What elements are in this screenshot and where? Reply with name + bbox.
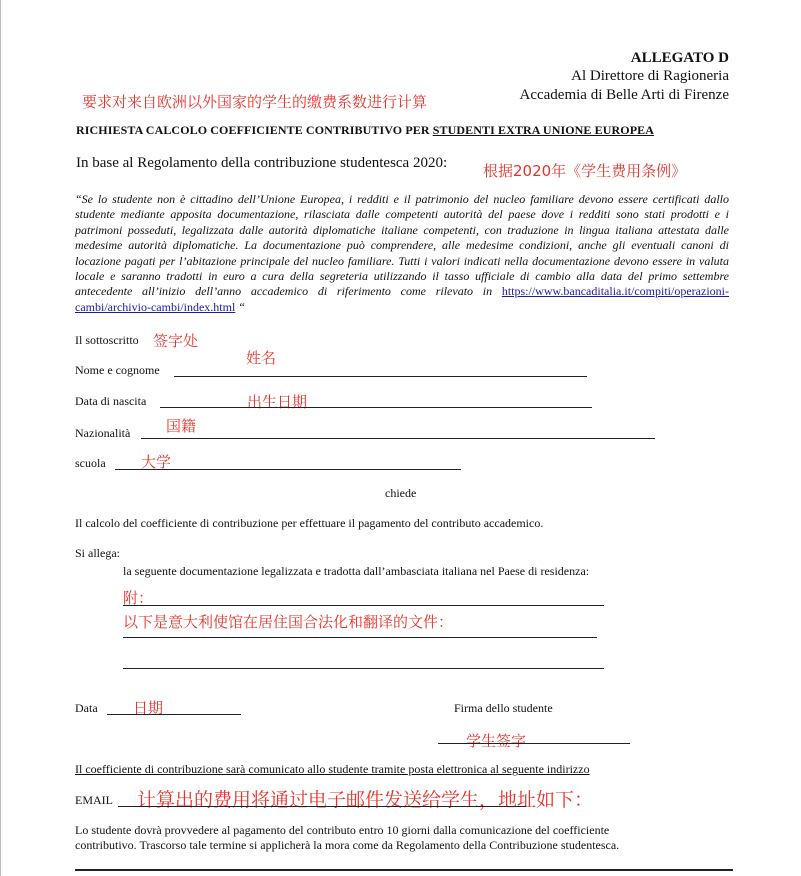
nome-annotation: 姓名 bbox=[246, 349, 277, 367]
nascita-field[interactable] bbox=[160, 407, 592, 408]
recipient-line-1: Al Direttore di Ragioneria bbox=[571, 68, 729, 84]
scuola-field[interactable] bbox=[115, 469, 461, 470]
nazionalita-field[interactable] bbox=[141, 438, 655, 439]
nome-field[interactable] bbox=[174, 376, 587, 377]
quote-end: “ bbox=[235, 299, 245, 314]
email-field[interactable] bbox=[118, 806, 526, 807]
allegati-annotation-1: 附： bbox=[123, 589, 154, 607]
scuola-label: scuola bbox=[75, 456, 106, 470]
nascita-label: Data di nascita bbox=[75, 394, 147, 408]
quote-body: “Se lo studente non è cittadino dell’Unione Europea, i redditi e il patrimonio del nucleo familiare devono essere certificati dallo studente mediante apposita documentazione, rilasciata dalle competenti autorità del paese dove i redditi sono stati prodotti e i patrimoni posseduti, legalizzata dalle autorità diplomatiche italiane competenti, con traduzione in lingua italiana attestata dalle medesime autorità diplomatiche. La documentazione può comprendere, alle medesime condizioni, anche gli eventuali canoni di locazione pagati per l’abitazione principale del nucleo familiare. Tutti i valori indicati nella documentazione devono essere in valuta locale e saranno tradotti in euro a cura della segreteria utilizzando il tasso ufficiale di cambio alla data del primo settembre antecedente all’inizio dell’anno accademico di riferimento come rilevato in bbox=[75, 192, 729, 299]
bancaditalia-link[interactable]: https://www.bancaditalia.it/compiti/operazioni-cambi/archivio-cambi/index.html bbox=[75, 284, 729, 314]
allegato-label: ALLEGATO D bbox=[630, 50, 729, 66]
allegato-field-2[interactable] bbox=[123, 637, 597, 638]
email-notice: Il coefficiente di contribuzione sarà comunicato allo studente tramite posta elettronica al seguente indirizzo bbox=[75, 762, 590, 776]
bottom-rule bbox=[75, 869, 733, 871]
header-annotation: 要求对来自欧洲以外国家的学生的缴费系数进行计算 bbox=[82, 93, 428, 111]
allegati-label: Si allega: bbox=[75, 546, 120, 560]
chiede-label: chiede bbox=[385, 486, 417, 500]
email-label: EMAIL bbox=[75, 793, 113, 807]
allegati-annotation-2: 以下是意大利使馆在居住国合法化和翻译的文件： bbox=[123, 613, 454, 631]
allegato-field-3[interactable] bbox=[123, 668, 604, 669]
nazionalita-annotation: 国籍 bbox=[166, 417, 197, 435]
page-edge bbox=[0, 0, 1, 876]
recipient-line-2: Accademia di Belle Arti di Firenze bbox=[519, 87, 729, 103]
title-underlined: STUDENTI EXTRA UNIONE EUROPEA bbox=[432, 123, 655, 137]
firma-field[interactable] bbox=[438, 743, 630, 744]
intro-text: In base al Regolamento della contribuzione studentesca 2020: bbox=[76, 155, 448, 171]
payment-notice-line-1: Lo studente dovrà provvedere al pagamento del contributo entro 10 giorni dalla comunicazione del coefficiente bbox=[75, 823, 610, 837]
nascita-annotation: 出生日期 bbox=[247, 393, 308, 411]
nazionalita-label: Nazionalità bbox=[75, 426, 131, 440]
document-title bbox=[76, 123, 654, 138]
nome-label: Nome e cognome bbox=[75, 363, 160, 377]
data-annotation: 日期 bbox=[133, 699, 164, 717]
calcolo-text: Il calcolo del coefficiente di contribuzione per effettuare il pagamento del contributo accademico. bbox=[75, 516, 544, 530]
data-field[interactable] bbox=[107, 714, 241, 715]
email-annotation: 计算出的费用将通过电子邮件发送给学生，地址如下： bbox=[137, 789, 594, 811]
scuola-annotation: 大学 bbox=[141, 453, 172, 471]
regulation-quote bbox=[75, 192, 729, 315]
allegati-desc: la seguente documentazione legalizzata e tradotta dall’ambasciata italiana nel Paese di residenza: bbox=[123, 564, 590, 578]
sottoscritto-label: Il sottoscritto bbox=[75, 333, 139, 347]
sottoscritto-annotation: 签字处 bbox=[153, 332, 199, 350]
firma-annotation: 学生签字 bbox=[466, 732, 527, 750]
data-label: Data bbox=[75, 701, 98, 715]
payment-notice-line-2: contributivo. Trascorso tale termine si applicherà la mora come da Regolamento della Contribuzione studentesca. bbox=[75, 838, 620, 852]
title-prefix: RICHIESTA CALCOLO COEFFICIENTE CONTRIBUTIVO PER bbox=[76, 123, 433, 137]
intro-annotation: 根据2020年《学生费用条例》 bbox=[483, 162, 687, 180]
allegato-field-1[interactable] bbox=[123, 605, 604, 606]
firma-label: Firma dello studente bbox=[454, 701, 553, 715]
